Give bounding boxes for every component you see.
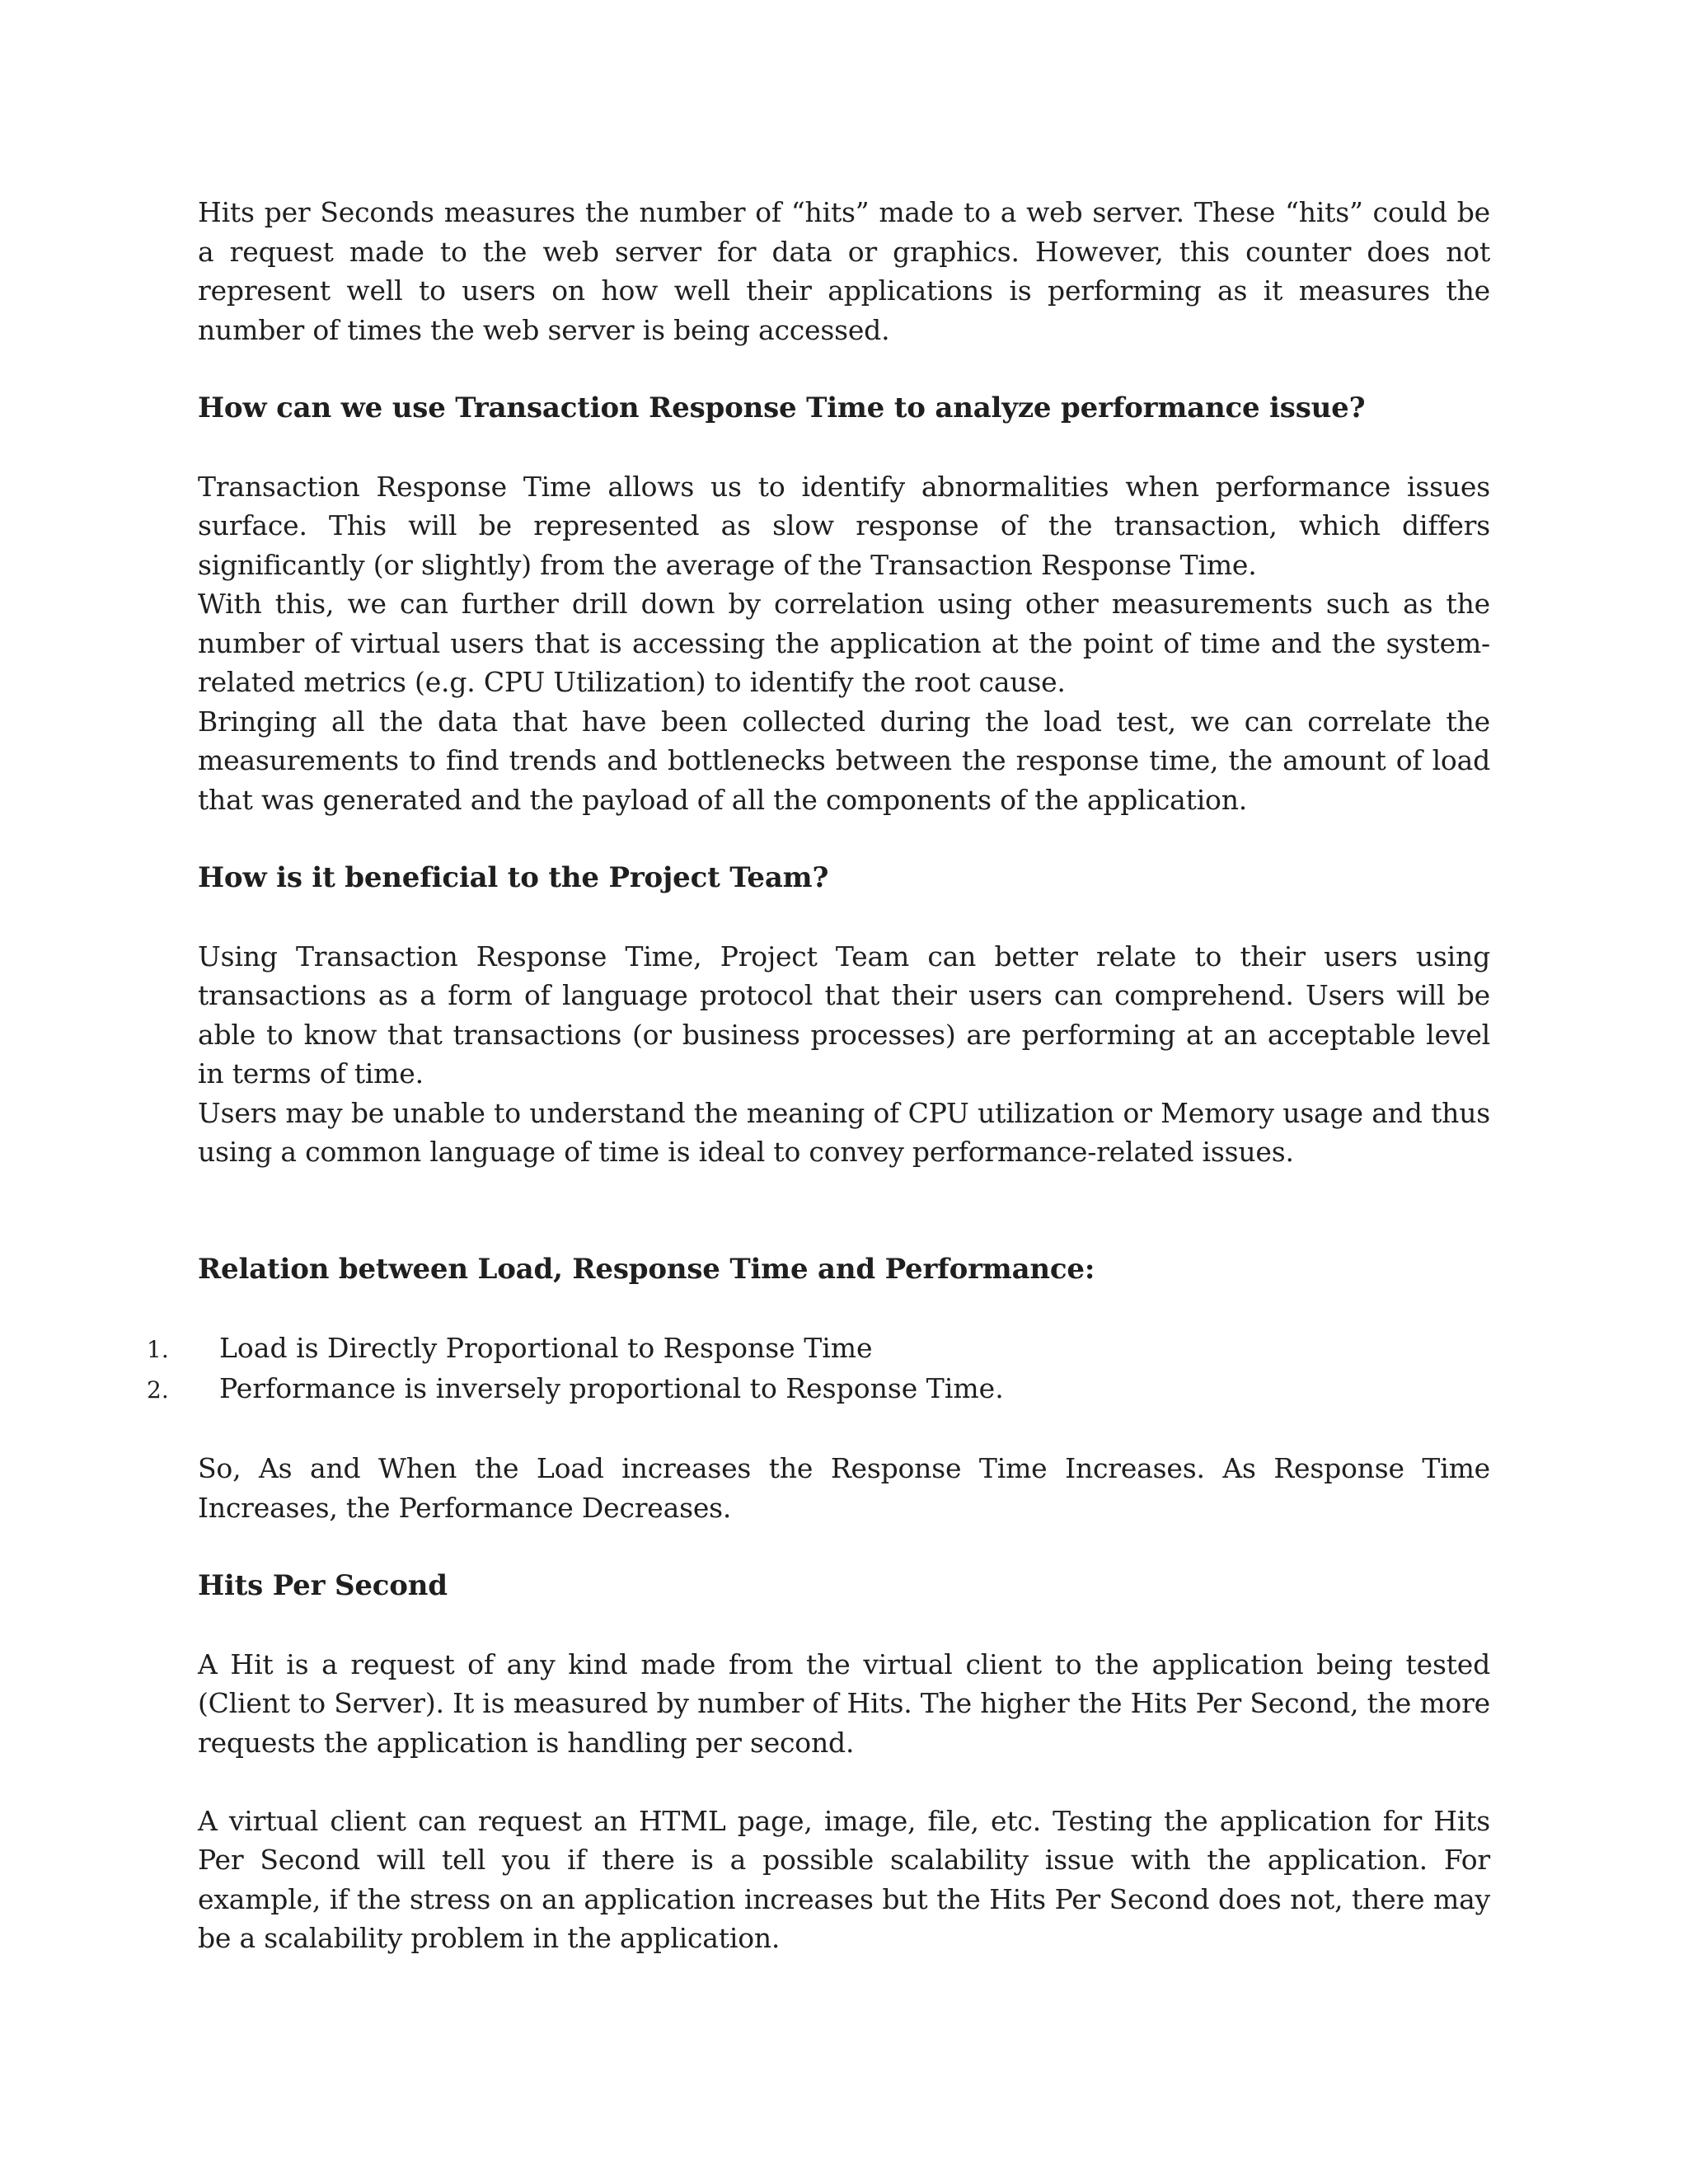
transaction-response-time-heading: How can we use Transaction Response Time to analyze performance issue?	[198, 391, 1366, 424]
q1-paragraph-1: Transaction Response Time allows us to identify abnormalities when performance issues surface. This will be represented as slow response of the transaction, which differs significantly (or slightly) from the average of the Transaction Response Time.	[198, 470, 1490, 581]
hps-paragraph-1: A Hit is a request of any kind made from the virtual client to the application being tested (Client to Server). It is measured by number of Hits. The higher the Hits Per Second, the more requests the application is handling per second.	[198, 1647, 1490, 1759]
intro-paragraph: Hits per Seconds measures the number of “hits” made to a web server. These “hits” could be a request made to the web server for data or graphics. However, this counter does not represent well to users on how well their applications is performing as it measures the number of times the web server is being accessed.	[198, 196, 1490, 346]
list-item-text: Performance is inversely proportional to Response Time.	[219, 1372, 1004, 1404]
q2-paragraph-1: Using Transaction Response Time, Project Team can better relate to their users using transactions as a form of language protocol that their users can comprehend. Users will be able to know that transactions (or business processes) are performing at an acceptable level in terms of time.	[198, 940, 1490, 1090]
relation-summary: So, As and When the Load increases the Response Time Increases. As Response Time Increases, the Performance Decreases.	[198, 1452, 1490, 1524]
list-item-text: Load is Directly Proportional to Response Time	[219, 1331, 873, 1364]
q1-paragraph-3: Bringing all the data that have been collected during the load test, we can correlate the measurements to find trends and bottlenecks between the response time, the amount of load that was generated and the payload of all the components of the application.	[198, 705, 1490, 816]
list-item-number: 2.	[147, 1376, 169, 1404]
list-item-number: 1.	[147, 1335, 169, 1363]
relation-list	[140, 1329, 1492, 1410]
list-item	[140, 1329, 1492, 1370]
list-item	[140, 1369, 1492, 1410]
q1-paragraph-2: With this, we can further drill down by correlation using other measurements such as the number of virtual users that is accessing the application at the point of time and the system-related metrics (e.g. CPU Utilization) to identify the root cause.	[198, 588, 1490, 698]
q2-paragraph-2: Users may be unable to understand the meaning of CPU utilization or Memory usage and thus using a common language of time is ideal to convey performance-related issues.	[198, 1096, 1490, 1168]
hps-paragraph-2: A virtual client can request an HTML page, image, file, etc. Testing the application for Hits Per Second will tell you if there is a possible scalability issue with the application. For example, if the stress on an application increases but the Hits Per Second does not, there may be a scalability problem in the application.	[198, 1804, 1490, 1954]
project-team-heading: How is it beneficial to the Project Team?	[198, 860, 829, 894]
relation-heading: Relation between Load, Response Time and Performance:	[198, 1252, 1095, 1286]
document-body	[147, 193, 1490, 1958]
hits-per-second-heading: Hits Per Second	[198, 1568, 448, 1602]
